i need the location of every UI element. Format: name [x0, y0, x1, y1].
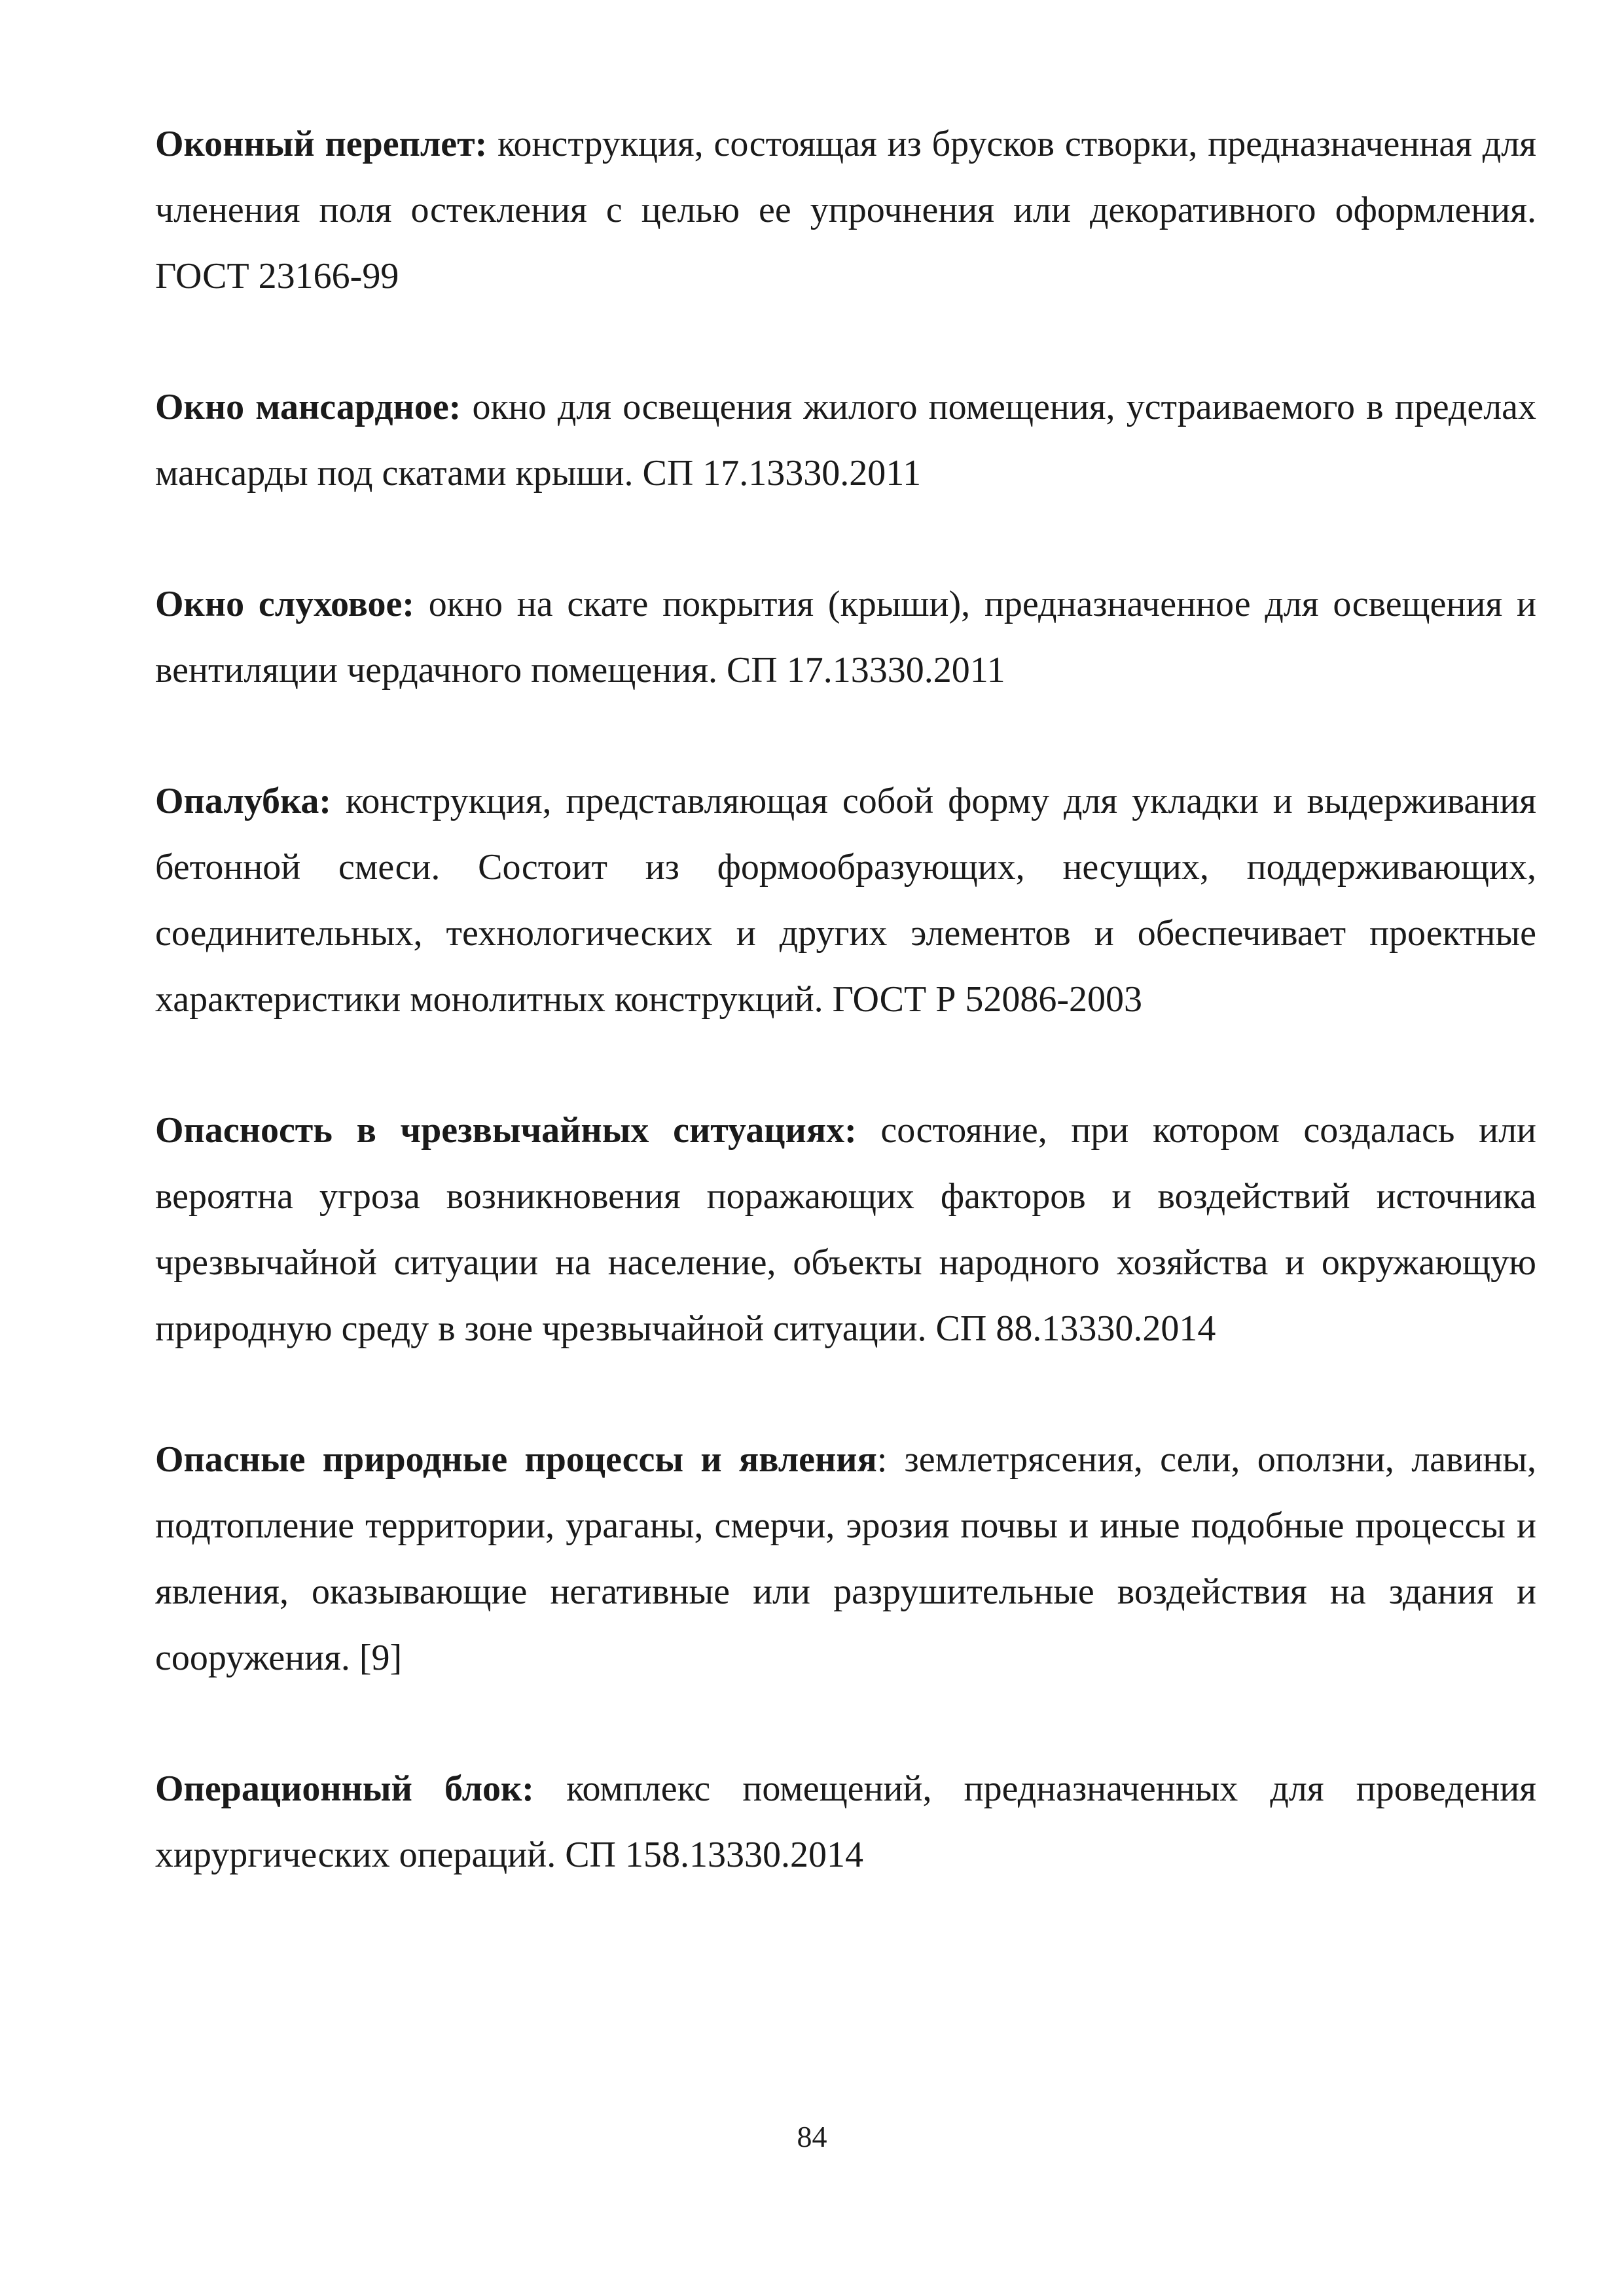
glossary-entry-attic-window [155, 374, 1536, 507]
entry-definition: комплекс помещений, предназначенных для проведения хирургических операций. СП 158.13330.2014 [155, 1768, 1537, 1875]
entry-term: Окно слуховое: [155, 584, 414, 624]
glossary-entry-operating-unit [155, 1756, 1536, 1888]
entry-term: Окно мансардное: [155, 387, 461, 427]
entry-definition: состояние, при котором создалась или вероятна угроза возникновения поражающих факторов и воздействий источника чрезвычайной ситуации на население, объекты народного хозяйства и окружающую природную среду в зоне чрезвычайной ситуации. СП 88.13330.2014 [155, 1110, 1536, 1349]
entry-term: Опасные природные процессы и явления [155, 1439, 877, 1480]
page-content [155, 111, 1536, 1953]
glossary-entry-window-sash [155, 111, 1536, 310]
entry-definition: окно для освещения жилого помещения, устраиваемого в пределах мансарды под скатами крыши. СП 17.13330.2011 [155, 387, 1536, 493]
entry-term: Оконный переплет: [155, 124, 488, 164]
page-number: 84 [797, 2120, 827, 2153]
glossary-entry-formwork [155, 768, 1536, 1033]
entry-definition: конструкция, представляющая собой форму для укладки и выдерживания бетонной смеси. Состоит из формообразующих, несущих, поддерживающих, соединительных, технологических и других элементов и обеспечивает проектные характеристики монолитных конструкций. ГОСТ Р 52086-2003 [155, 781, 1536, 1020]
glossary-entry-emergency-hazard [155, 1098, 1536, 1362]
entry-term: Операционный блок: [155, 1768, 534, 1809]
glossary-entry-natural-hazards [155, 1427, 1536, 1691]
entry-term: Опасность в чрезвычайных ситуациях: [155, 1110, 857, 1151]
entry-definition: : землетрясения, сели, оползни, лавины, подтопление территории, ураганы, смерчи, эрозия почвы и иные подобные процессы и явления, оказывающие негативные или разрушительные воздействия на здания и сооружения. [9] [155, 1439, 1536, 1678]
entry-term: Опалубка: [155, 781, 332, 821]
entry-definition: окно на скате покрытия (крыши), предназначенное для освещения и вентиляции чердачного помещения. СП 17.13330.2011 [155, 584, 1536, 691]
entry-definition: конструкция, состоящая из брусков створки, предназначенная для членения поля остекления с целью ее упрочнения или декоративного оформления. ГОСТ 23166-99 [155, 124, 1536, 296]
glossary-entry-dormer-window [155, 571, 1536, 704]
